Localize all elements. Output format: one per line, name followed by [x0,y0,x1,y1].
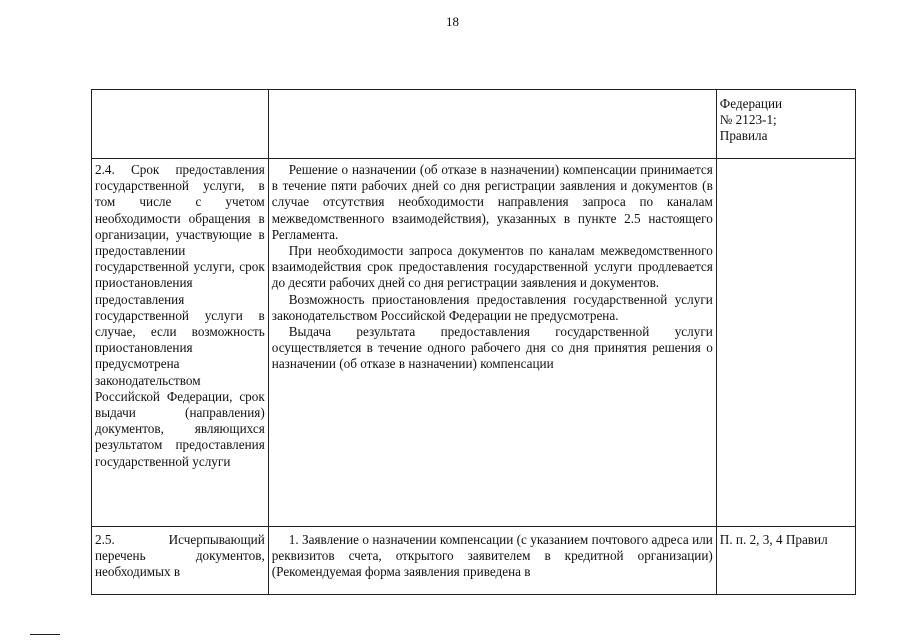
header-cell-2 [268,90,716,159]
row-2-5-content [268,527,716,595]
paragraph: При необходимости запроса документов по каналам межведомственного взаимодействия срок предоставления государственной услуги продлевается до десяти рабочих дней со дня регистрации заявления и документов. [271,243,713,291]
footnote-separator [30,634,60,635]
paragraph: Возможность приостановления предоставления государственной услуги законодательством Российской Федерации не предусмотрена. [271,291,713,323]
row-2-5-title: 2.5. Исчерпывающий перечень документов, необходимых в [92,527,269,595]
row-2-4-title: 2.4. Срок предоставления государственной услуги, в том числе с учетом необходимости обращения в организации, участвующие в предоставлении государственной услуги, срок приостановления предоставления государственной услуги в случае, если возможность приостановления предусмотрена законодательством Российской Федерации, срок выдачи (направления) документов, являющихся результатом предоставления государственной услуги [92,159,269,527]
row-2-4-legal-ref [716,159,855,527]
paragraph: 1. Заявление о назначении компенсации (с указанием почтового адреса или реквизитов счета, открытого заявителем в кредитной организации) (Рекомендуемая форма заявления приведена в [271,532,713,580]
table-row-2-4 [92,159,856,527]
regulation-table [91,89,856,595]
page-number: 18 [446,14,459,29]
header-cell-3 [716,90,855,159]
row-2-5-legal-ref: П. п. 2, 3, 4 Правил [716,527,855,595]
legal-ref-line: Федерации [719,96,783,111]
paragraph: Решение о назначении (об отказе в назначении) компенсации принимается в течение пяти рабочих дней со дня регистрации заявления и документов (в случае отсутствия необходимости направления запроса по каналам межведомственного взаимодействия), указанных в пункте 2.5 настоящего Регламента. [271,162,713,242]
table-row-2-5 [92,527,856,595]
table-row-header [92,90,856,159]
legal-ref-line: Правила [719,128,768,144]
header-cell-1 [92,90,269,159]
legal-ref-line: № 2123-1; [719,112,777,128]
paragraph: Выдача результата предоставления государственной услуги осуществляется в течение одного рабочего дня со дня принятия решения о назначении (об отказе в назначении) компенсации [271,324,713,372]
row-2-4-content [268,159,716,527]
